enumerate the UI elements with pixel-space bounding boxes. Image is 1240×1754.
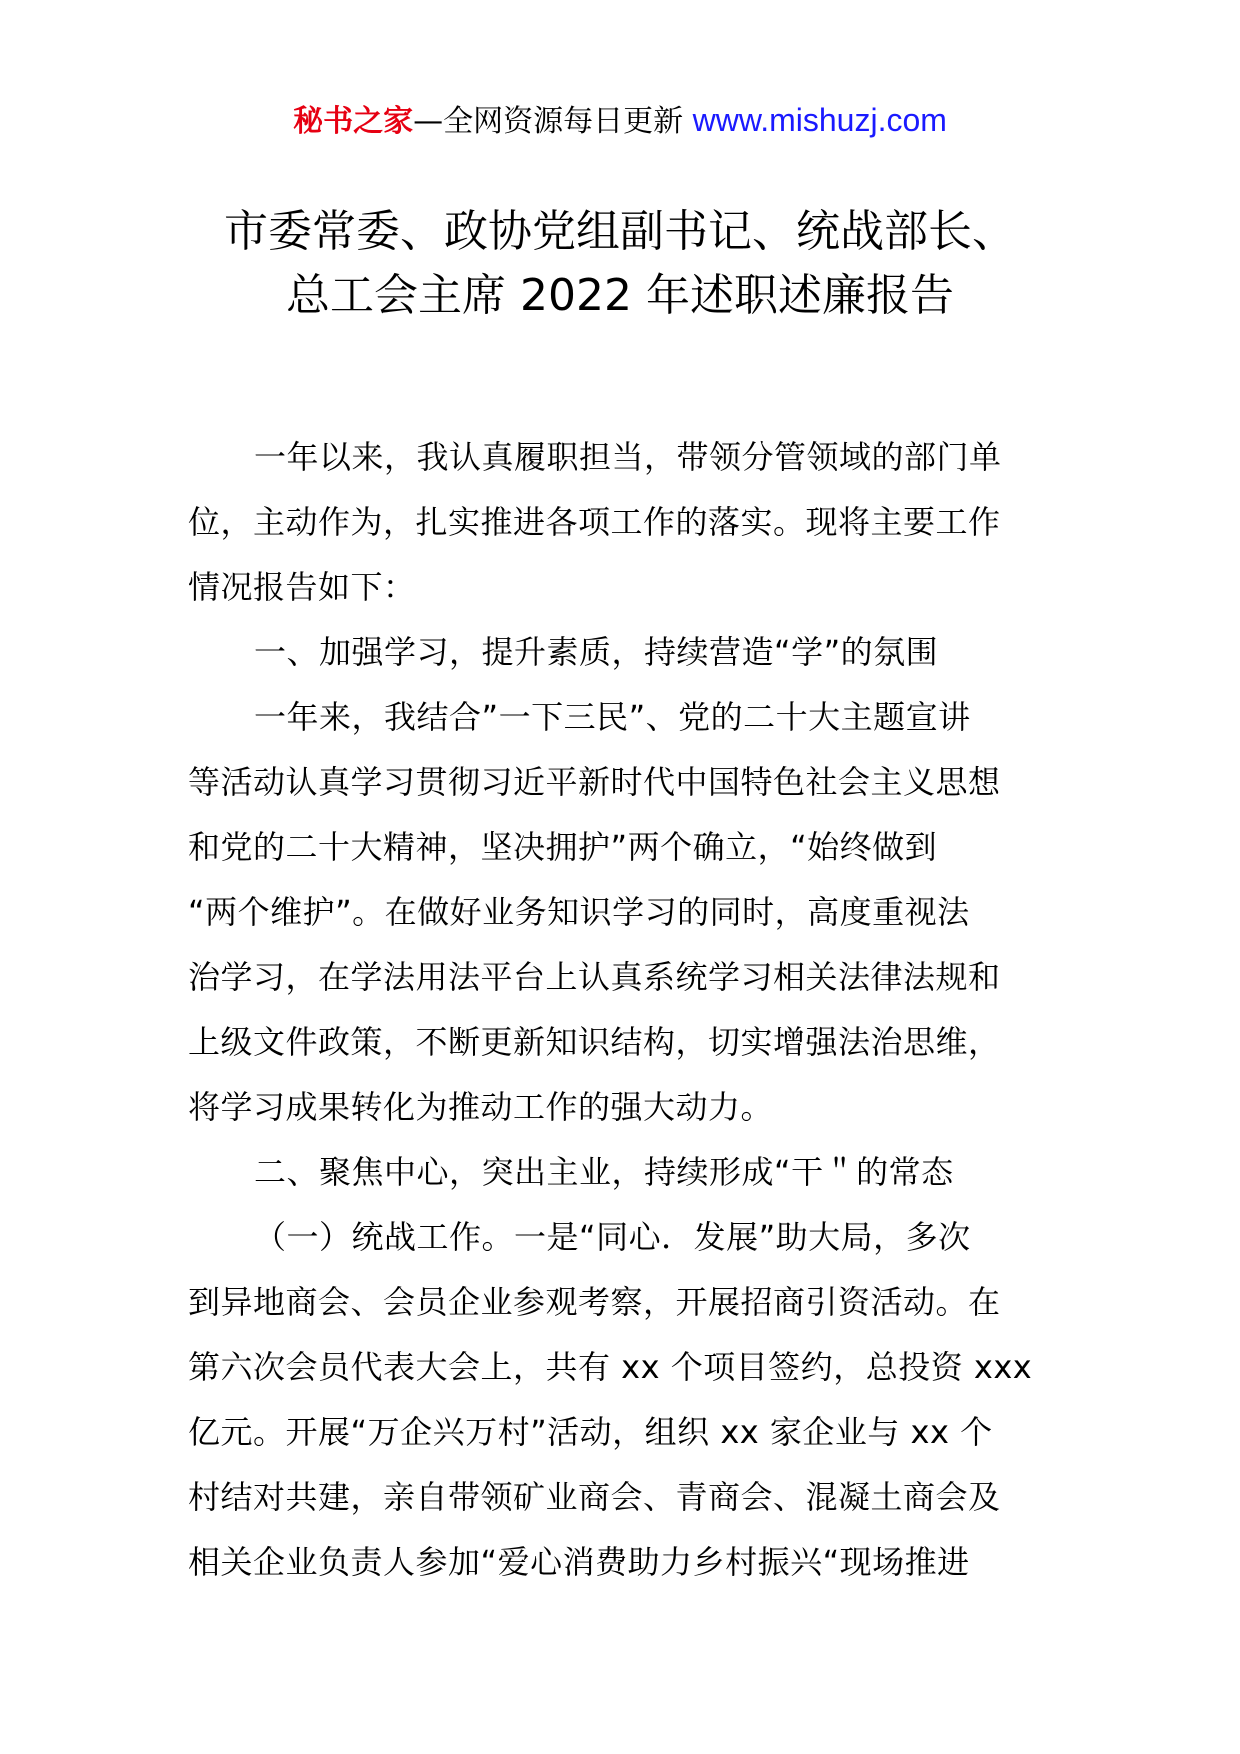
body-line: 一年来，我结合”一下三民”、党的二十大主题宣讲	[254, 698, 971, 736]
body-line: 治学习，在学法用法平台上认真系统学习相关法律法规和	[188, 958, 1001, 996]
document-body	[188, 425, 1048, 1595]
body-line: 相关企业负责人参加“爱心消费助力乡村振兴“现场推进	[188, 1543, 970, 1581]
body-line: 等活动认真学习贯彻习近平新时代中国特色社会主义思想	[188, 763, 1001, 801]
brand-name: 秘书之家	[293, 104, 414, 139]
body-line: 将学习成果转化为推动工作的强大动力。	[188, 1088, 774, 1126]
body-line: 村结对共建，亲自带领矿业商会、青商会、混凝土商会及	[188, 1478, 1001, 1516]
body-line: “两个维护”。在做好业务知识学习的同时，高度重视法	[188, 893, 970, 931]
title-line-1: 市委常委、政协党组副书记、统战部长、	[224, 206, 1016, 257]
body-line: 第六次会员代表大会上，共有 xx 个项目签约，总投资 xxx	[188, 1348, 1033, 1386]
document-title	[150, 200, 1090, 328]
header-tagline: —全网资源每日更新	[413, 104, 693, 139]
body-line: （一）统战工作。一是“同心．发展”助大局，多次	[254, 1218, 971, 1256]
title-line-2: 总工会主席 2022 年述职述廉报告	[286, 270, 954, 321]
body-line: 一年以来，我认真履职担当，带领分管领域的部门单	[254, 438, 1002, 476]
site-url-link[interactable]: www.mishuzj.com	[692, 102, 947, 138]
body-line: 位，主动作为，扎实推进各项工作的落实。现将主要工作	[188, 503, 1001, 541]
site-header	[0, 100, 1240, 142]
body-line: 情况报告如下：	[188, 568, 416, 606]
body-line: 到异地商会、会员企业参观考察，开展招商引资活动。在	[188, 1283, 1001, 1321]
section-heading: 二、聚焦中心，突出主业，持续形成“干＂的常态	[254, 1153, 954, 1191]
section-heading: 一、加强学习，提升素质，持续营造“学”的氛围	[254, 633, 939, 671]
body-line: 亿元。开展“万企兴万村”活动，组织 xx 家企业与 xx 个	[188, 1413, 993, 1451]
body-line: 上级文件政策，不断更新知识结构，切实增强法治思维，	[188, 1023, 1001, 1061]
body-line: 和党的二十大精神，坚决拥护”两个确立，“始终做到	[188, 828, 938, 866]
